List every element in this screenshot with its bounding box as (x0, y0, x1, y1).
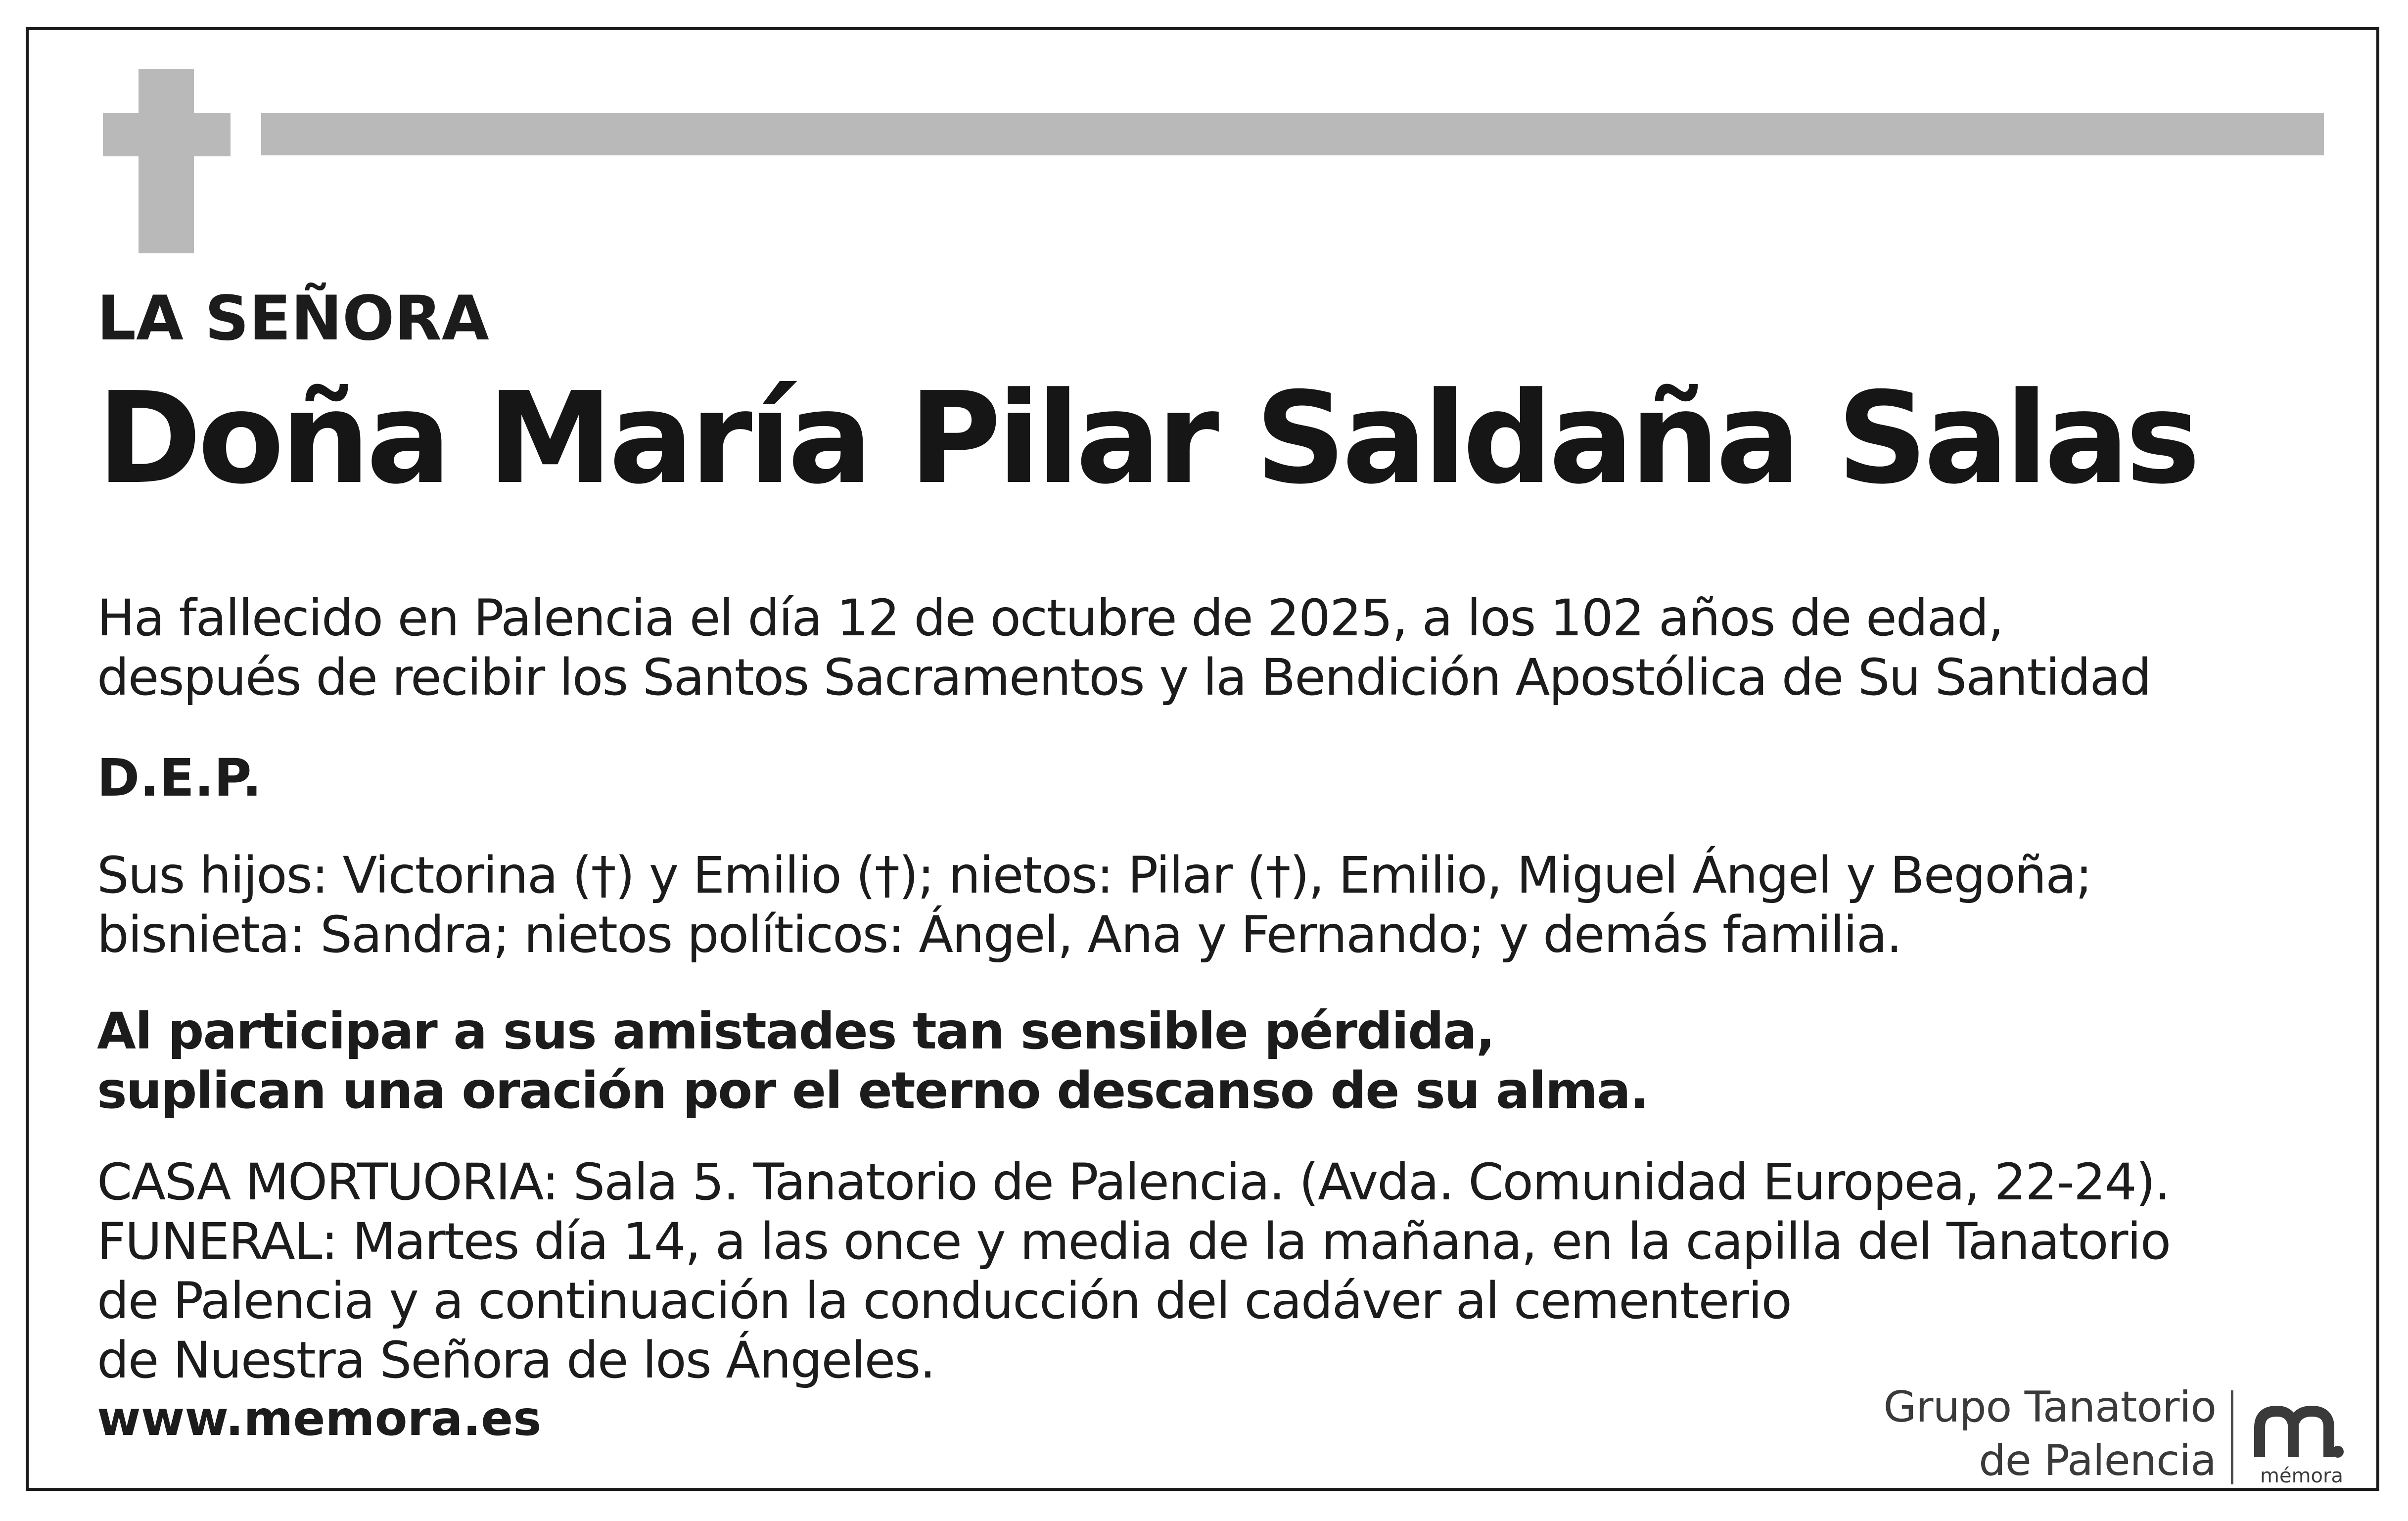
notice-title: LA SEÑORA (97, 283, 489, 354)
announcement-line: Ha fallecido en Palencia el día 12 de octubre de 2025, a los 102 años de edad, (97, 589, 2003, 648)
dep-text: D.E.P. (97, 748, 262, 808)
prayer-request (97, 1002, 1648, 1121)
details-line: FUNERAL: Martes día 14, a las once y media de la mañana, en la capilla del Tanatorio (97, 1212, 2171, 1271)
details-line: CASA MORTUORIA: Sala 5. Tanatorio de Palencia. (Avda. Comunidad Europea, 22-24). (97, 1153, 2170, 1212)
website-link[interactable]: www.memora.es (97, 1391, 542, 1446)
cross-icon (139, 69, 194, 253)
cross-icon-arm (103, 113, 231, 156)
header-rule (261, 113, 2324, 155)
footer-divider (2231, 1390, 2233, 1484)
family-line: Sus hijos: Victorina (†) y Emilio (†); nietos: Pilar (†), Emilio, Miguel Ángel y Begoña; (97, 846, 2092, 905)
announcement-line: después de recibir los Santos Sacramentos y la Bendición Apostólica de Su Santidad (97, 648, 2151, 707)
company-line: de Palencia (1979, 1436, 2216, 1485)
memora-m-logo-icon (2250, 1405, 2354, 1460)
memora-logo (2250, 1405, 2354, 1489)
logo-wordmark: mémora (2260, 1465, 2343, 1487)
details-line: de Nuestra Señora de los Ángeles. (97, 1331, 935, 1390)
funeral-details (97, 1153, 2170, 1390)
company-name (1884, 1380, 2216, 1487)
details-line: de Palencia y a continuación la conducción del cadáver al cementerio (97, 1272, 1791, 1331)
company-line: Grupo Tanatorio (1883, 1382, 2216, 1432)
deceased-name: Doña María Pilar Saldaña Salas (97, 365, 2197, 512)
family-line: bisnieta: Sandra; nietos políticos: Ángel, Ana y Fernando; y demás familia. (97, 905, 1901, 964)
announcement (97, 589, 2151, 708)
family-list (97, 846, 2091, 965)
prayer-line: suplican una oración por el eterno descanso de su alma. (97, 1061, 1648, 1120)
prayer-line: Al participar a sus amistades tan sensible pérdida, (97, 1002, 1494, 1061)
